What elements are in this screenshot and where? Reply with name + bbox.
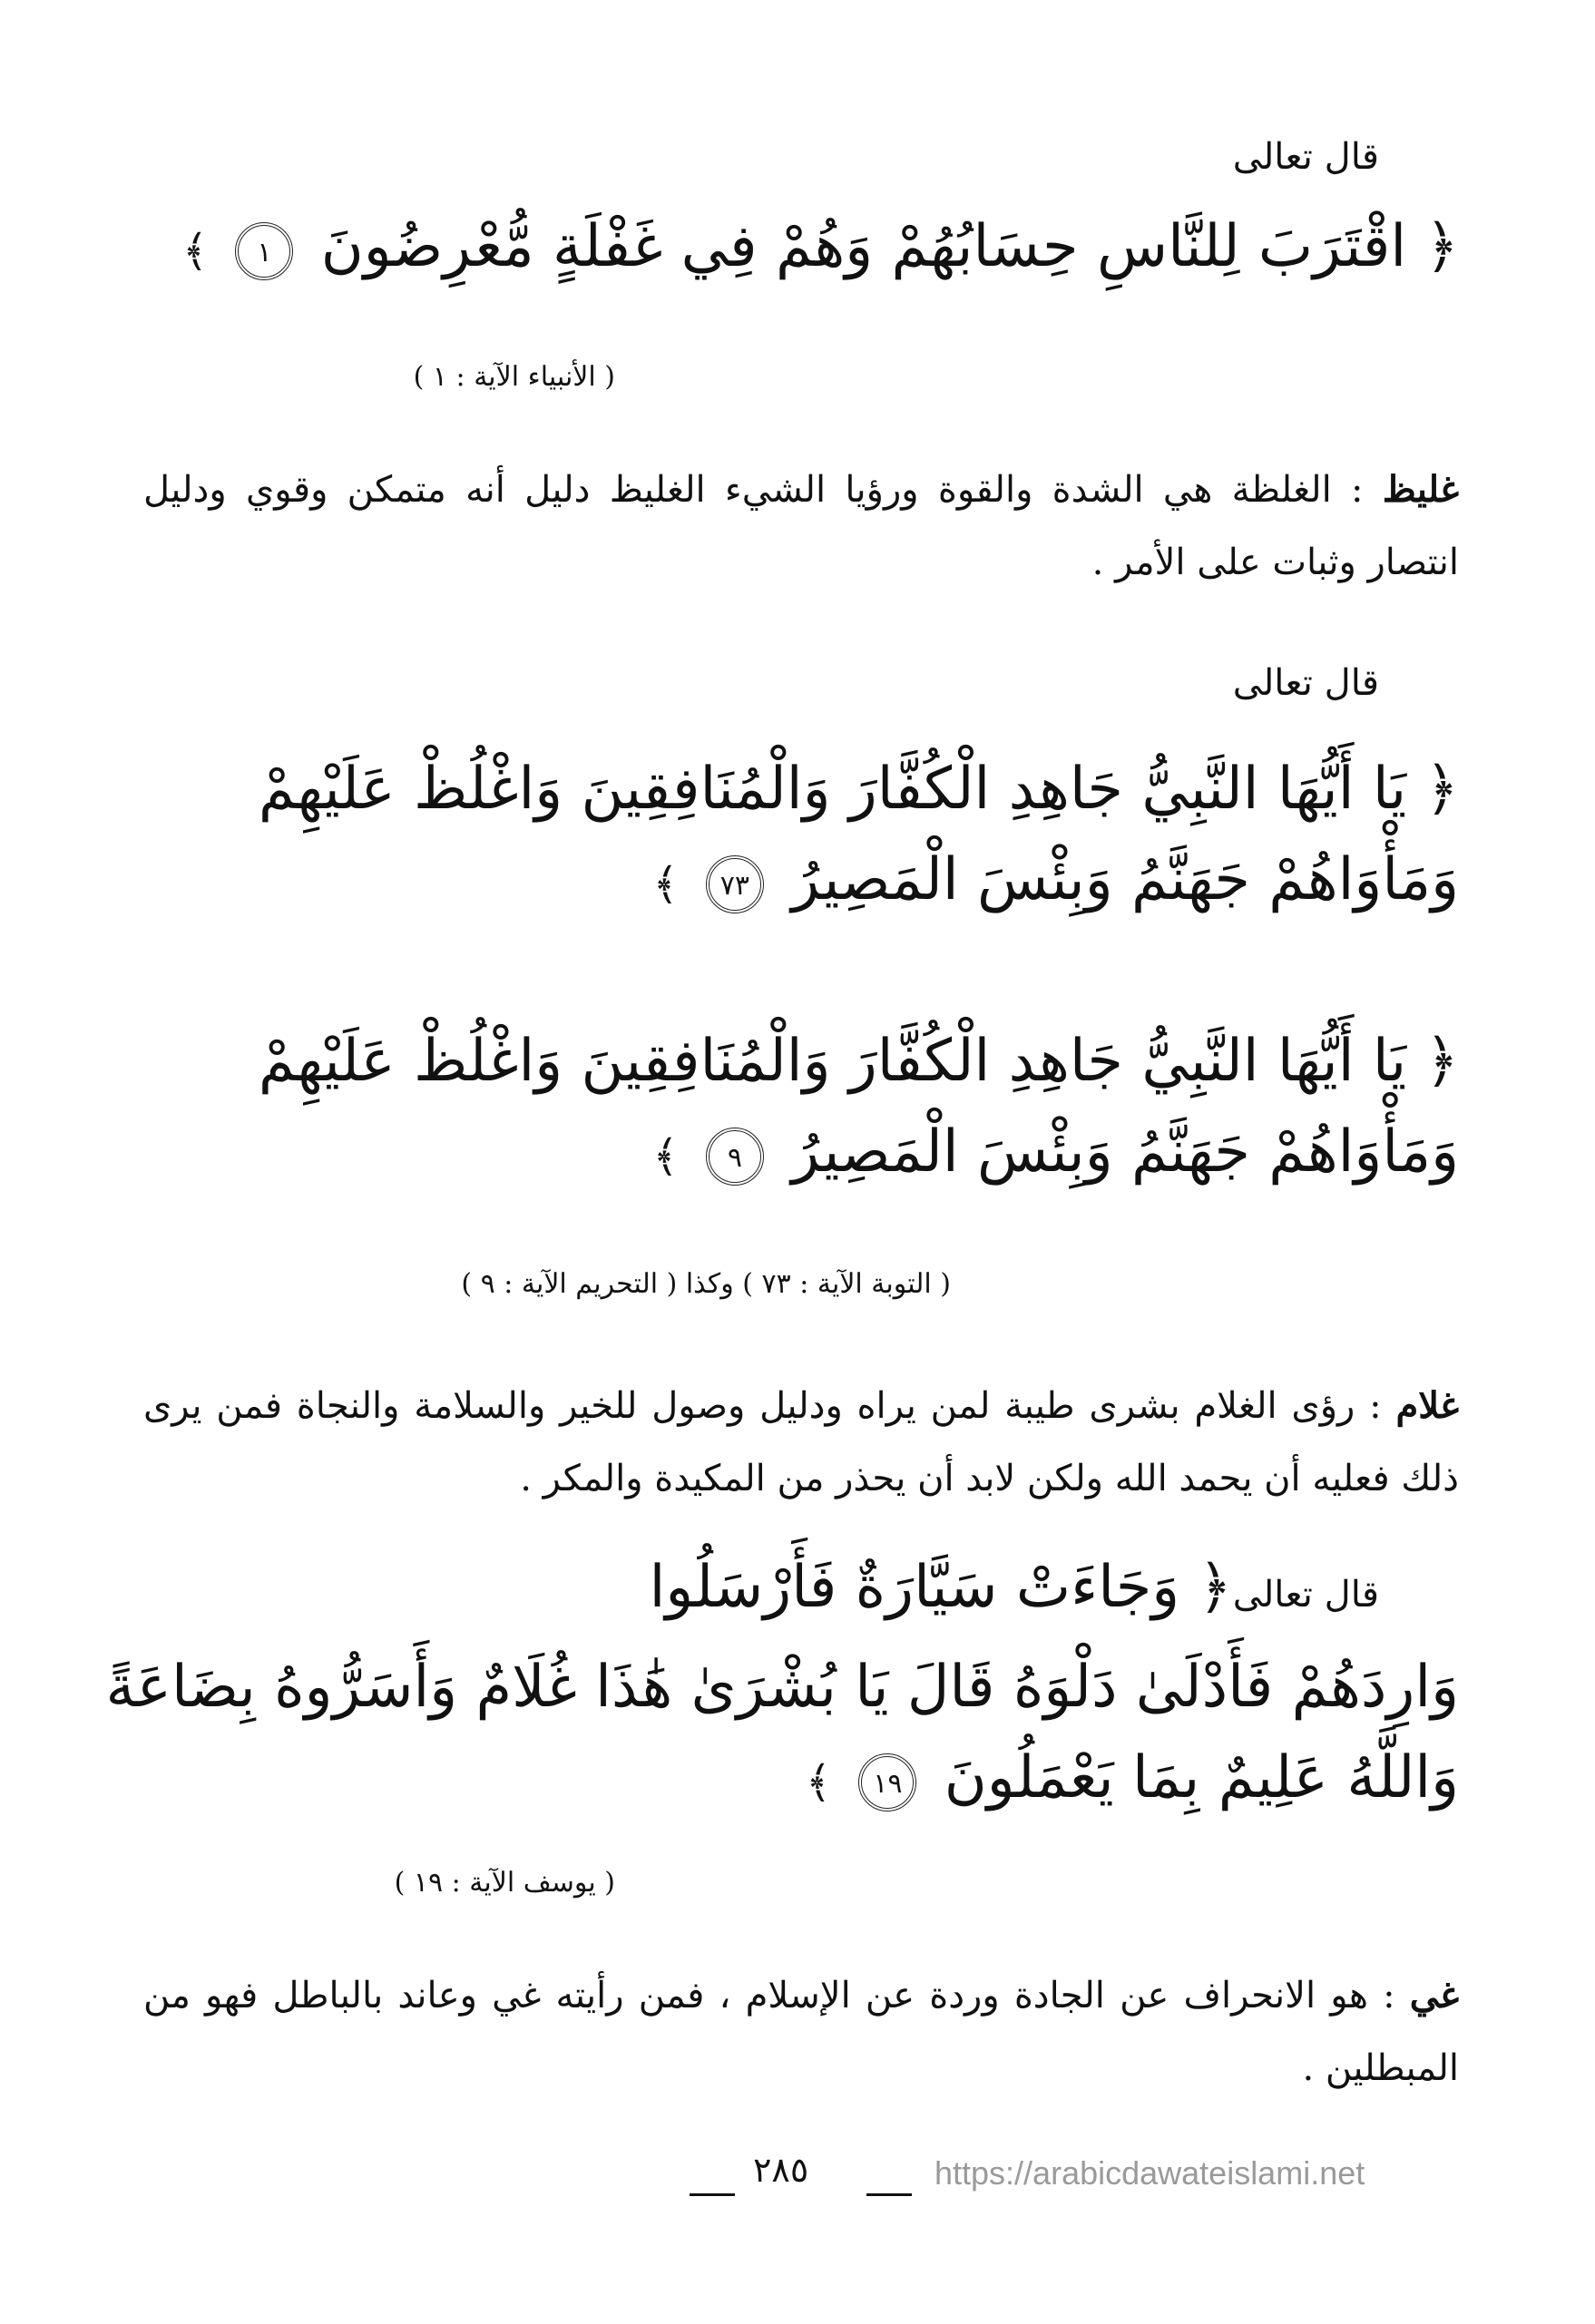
verse-line: وَارِدَهُمْ فَأَدْلَىٰ دَلْوَهُ قَالَ يَا بُشْرَىٰ هَٰذَا غُلَامٌ وَأَسَرُّوهُ بِضَاعَةً [105,1654,1459,1721]
gloss-definition: : هو الانحراف عن الجادة وردة عن الإسلام ، فمن رأيته غي وعاند بالباطل فهو من المبطلين . [143,1975,1459,2089]
gloss-definition: : الغلظة هي الشدة والقوة ورؤيا الشيء الغليظ دليل أنه متمكن وقوي ودليل انتصار وثبات على الأمر . [143,469,1459,583]
verse-text: وَمَأْوَاهُمْ جَهَنَّمُ وَبِئْسَ الْمَصِيرُ [791,846,1459,913]
verse-line [143,835,1459,925]
ayah-number-badge: ٩ [706,1128,764,1186]
gloss-term: غي [1409,1974,1459,2016]
closing-bracket: ﴾ [181,226,209,277]
gloss-entry [143,1370,1459,1515]
watermark-url: https://arabicdawateislami.net [934,2154,1365,2192]
quran-verse [143,744,1459,925]
intro-phrase: قال تعالى [1232,136,1379,178]
verse-line [143,1107,1459,1197]
verse-text: وَمَأْوَاهُمْ جَهَنَّمُ وَبِئْسَ الْمَصِيرُ [791,1118,1459,1186]
footer-dash-left [690,2193,735,2196]
verse-line [143,1733,1459,1823]
verse-text: وَاللَّهُ عَلِيمٌ بِمَا يَعْمَلُونَ [944,1744,1459,1811]
closing-bracket: ﴾ [652,859,679,910]
quran-verse-opening [143,1542,1232,1633]
footer-dash-right [866,2193,912,2196]
quran-verse [105,1642,1459,1823]
verse-line: ﴿ وَجَاءَتْ سَيَّارَةٌ فَأَرْسَلُوا [649,1554,1232,1621]
closing-bracket: ﴾ [652,1131,679,1182]
ayah-number-badge: ٧٣ [706,855,764,913]
quran-verse [143,1016,1459,1197]
gloss-definition: : رؤى الغلام بشرى طيبة لمن يراه ودليل وصول للخير والسلامة والنجاة فمن يرى ذلك فعليه أن يحمد الله ولكن لابد أن يحذر من المكيدة والمكر . [143,1385,1459,1499]
gloss-entry [143,454,1459,599]
ayah-number-badge: ١٩ [858,1753,916,1811]
verse-line: ﴿ يَا أَيُّهَا النَّبِيُّ جَاهِدِ الْكُفَّارَ وَالْمُنَافِقِينَ وَاغْلُظْ عَلَيْهِمْ [258,1028,1459,1095]
verse-source: ( التوبة الآية : ٧٣ ) وكذا ( التحريم الآية : ٩ ) [461,1268,951,1300]
quran-verse [143,201,1459,292]
gloss-entry [143,1959,1459,2104]
verse-source: ( الأنبياء الآية : ١ ) [413,361,615,393]
verse-line [143,201,1459,292]
closing-bracket: ﴾ [805,1757,832,1808]
intro-phrase: قال تعالى [1232,1574,1379,1616]
ayah-number-badge: ١ [235,222,293,280]
page-number: ٢٨٥ [753,2150,809,2190]
verse-line: ﴿ يَا أَيُّهَا النَّبِيُّ جَاهِدِ الْكُفَّارَ وَالْمُنَافِقِينَ وَاغْلُظْ عَلَيْهِمْ [258,756,1459,823]
intro-phrase: قال تعالى [1232,662,1379,704]
verse-text: ﴿ اقْتَرَبَ لِلنَّاسِ حِسَابُهُمْ وَهُمْ فِي غَفْلَةٍ مُّعْرِضُونَ [320,213,1459,280]
page-footer [0,2150,1595,2204]
verse-source: ( يوسف الآية : ١٩ ) [394,1867,615,1899]
gloss-term: غلام [1395,1384,1459,1427]
gloss-term: غليظ [1382,468,1459,511]
